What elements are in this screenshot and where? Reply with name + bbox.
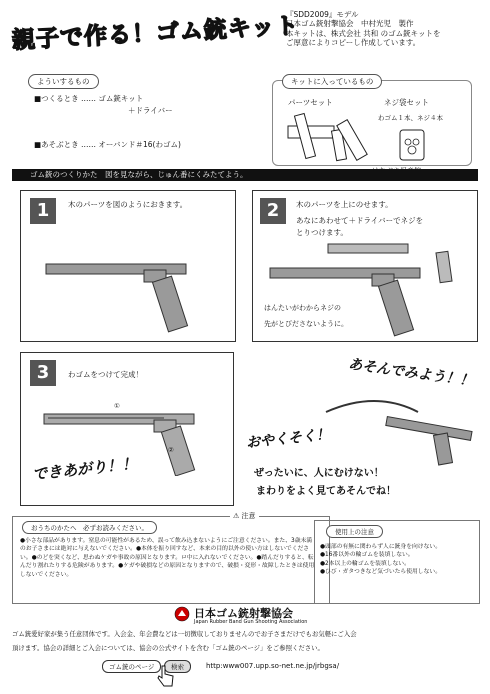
- step-1-diagram: [40, 240, 230, 336]
- parts-set-illustration: [280, 110, 372, 164]
- play-illustration: [306, 384, 484, 470]
- credit-line: ご厚意によりコピーし作成しています。: [286, 38, 421, 48]
- step-3-text: わゴムをつけて完成！: [68, 370, 143, 379]
- credit-line: 本キットは、株式会社 共和 のゴム銃キットを: [286, 28, 441, 38]
- prep-line: ■あそぶとき …… オーバンド＃16(わゴム): [34, 140, 181, 149]
- step-2-text: あなにあわせて＋ドライバーでネジを: [296, 216, 424, 225]
- usage-item: ●頭部の有無に関わらず人に銃身を向けない。: [320, 544, 441, 550]
- screw-bag-illustration: [398, 128, 426, 162]
- kit-heading: キットに入っているもの: [282, 74, 382, 89]
- promise-text: おやくそく！: [245, 426, 331, 452]
- credit-line: 日本ゴム銃射撃協会 中村光児 製作: [286, 19, 414, 29]
- lets-play-text: あそんでみよう！！: [347, 356, 475, 390]
- step-1-text: 木のパーツを図のようにおきます。: [68, 200, 188, 209]
- gomujuu-page-button[interactable]: ゴム銃のページ: [102, 660, 161, 673]
- usage-list: [320, 543, 480, 577]
- association-name-en: Japan Rubber Band Gun Shooting Association: [194, 619, 308, 625]
- usage-heading: 使用上の注意: [326, 525, 383, 538]
- warning-1: ぜったいに、人にむけない！: [254, 468, 384, 479]
- step-2-text: とりつけます。: [296, 228, 348, 237]
- prep-line: ＋ドライバー: [128, 106, 173, 115]
- prep-line: ■つくるとき …… ゴム銃キット: [34, 94, 144, 103]
- page-title: 親子で作る！ゴム銃キット: [11, 12, 300, 54]
- prep-heading: よういするもの: [28, 74, 99, 89]
- step-3-number: 3: [30, 360, 56, 386]
- caution-body: ●小さな部品があります。窒息の可能性があるため、誤って飲み込まないようにご注意ください。また、3歳未満のお子さまには絶対に与えないでください。●本体を振り回すなど、本来の目的以外の使い方はしないでください。●のどを突くなど、思わぬケガや事故の原因となります。ロ中に入れないでください。●踏んだりすると、転んだり割れたりする危険があります。●ケガや破損などの原因となりますので、破損・変形・故障したときは使用しないでください。: [20, 538, 315, 578]
- step-2-text: 木のパーツを上にのせます。: [296, 200, 393, 209]
- step-2-note: 先がとびださないように。: [264, 320, 348, 328]
- step-2-number: 2: [260, 198, 286, 224]
- pointer-hand-icon: [156, 664, 176, 688]
- usage-item: ●16番以外の輪ゴムを装填しない。: [320, 552, 414, 559]
- usage-item: ●ひび・ガタつきなど気づいたら使用しない。: [320, 569, 441, 576]
- warning-2: まわりをよく見てあそんでね！: [256, 486, 396, 497]
- credit-line: 『SDD2009』モデル: [286, 10, 359, 19]
- association-logo-icon: [174, 606, 190, 622]
- caution-label: ⚠ 注意: [230, 512, 259, 521]
- screw-detail: わゴム１本、ネジ４本: [378, 114, 443, 122]
- step-1-number: 1: [30, 198, 56, 224]
- done-text: できあがり！！: [31, 454, 138, 484]
- screw-label: ネジ袋セット: [384, 98, 429, 107]
- association-url[interactable]: http:www007.upp.so-net.ne.jp/jrbgsa/: [206, 662, 340, 670]
- usage-item: ●2本以上の輪ゴムを装填しない。: [320, 560, 410, 567]
- footer-line: ゴム銃愛好家が集う任意団体です。入会金、年会費などは一切徴収しておりませんのでお子さまだけでもお気軽にご入会: [12, 630, 357, 638]
- association-name: 日本ゴム銃射撃協会: [194, 607, 293, 620]
- caution-heading: おうちのかたへ 必ずお読みください。: [22, 521, 157, 534]
- search-button[interactable]: 検索: [164, 660, 191, 673]
- credit-block: [286, 10, 440, 48]
- parts-label: パーツセット: [288, 98, 333, 107]
- footer-line: 頂けます。協会の詳細とご入会については、協会の公式サイトを含む「ゴム銃のページ」をご参照ください。: [12, 644, 324, 652]
- callout-1: ①: [114, 402, 120, 410]
- step-2-note: はんたいがわからネジの: [264, 304, 341, 312]
- instruction-text: ゴム銃のつくりかた 図を見ながら、じゅん番にくみたてよう。: [30, 170, 248, 179]
- callout-2: ②: [168, 446, 174, 454]
